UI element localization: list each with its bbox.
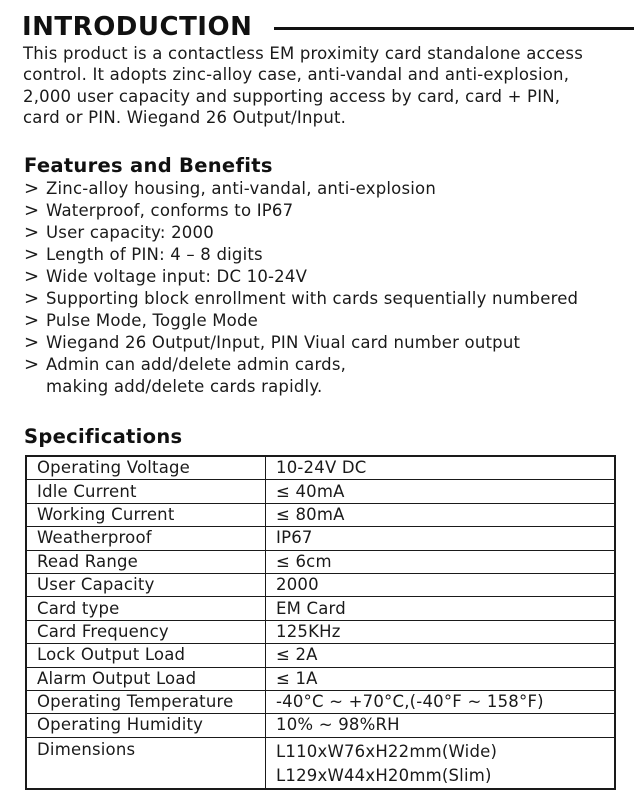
feature-text: User capacity: 2000 <box>46 223 214 242</box>
feature-item <box>24 332 634 354</box>
intro-line: 2,000 user capacity and supporting access by card, card + PIN, <box>23 86 561 106</box>
spec-value: EM Card <box>266 597 616 620</box>
spec-value: ≤ 1A <box>266 667 616 690</box>
spec-value <box>266 737 616 789</box>
spec-label: Dimensions <box>26 737 266 789</box>
table-row <box>26 620 615 643</box>
chevron-right-icon: > <box>24 288 40 309</box>
spec-label: Read Range <box>26 550 266 573</box>
spec-value-line: L110xW76xH22mm(Wide) <box>276 741 498 761</box>
spec-value: 2000 <box>266 573 616 596</box>
spec-label: Card type <box>26 597 266 620</box>
spec-value: 10% ~ 98%RH <box>266 714 616 737</box>
spec-value: -40°C ~ +70°C,(-40°F ~ 158°F) <box>266 690 616 713</box>
feature-text: Length of PIN: 4 – 8 digits <box>46 245 263 264</box>
intro-line: card or PIN. Wiegand 26 Output/Input. <box>23 107 347 127</box>
feature-item <box>24 222 634 244</box>
spec-value: IP67 <box>266 527 616 550</box>
table-row <box>26 480 615 503</box>
chevron-right-icon: > <box>24 266 40 287</box>
feature-text: Waterproof, conforms to IP67 <box>46 201 294 220</box>
spec-value-line: L129xW44xH20mm(Slim) <box>276 765 492 785</box>
spec-value: 125KHz <box>266 620 616 643</box>
features-list <box>24 178 634 398</box>
spec-label: Idle Current <box>26 480 266 503</box>
feature-item <box>24 178 634 200</box>
table-row <box>26 503 615 526</box>
title-rule <box>274 27 634 30</box>
spec-label: Alarm Output Load <box>26 667 266 690</box>
feature-text: Pulse Mode, Toggle Mode <box>46 311 258 330</box>
spec-label: Operating Humidity <box>26 714 266 737</box>
feature-text: Admin can add/delete admin cards, <box>46 355 347 374</box>
feature-item <box>24 266 634 288</box>
chevron-right-icon: > <box>24 244 40 265</box>
table-row <box>26 597 615 620</box>
spec-label: Card Frequency <box>26 620 266 643</box>
feature-item <box>24 200 634 222</box>
spec-label: User Capacity <box>26 573 266 596</box>
table-row <box>26 456 615 480</box>
spec-label: Operating Temperature <box>26 690 266 713</box>
intro-title: INTRODUCTION <box>22 12 253 42</box>
feature-text: Zinc-alloy housing, anti-vandal, anti-explosion <box>46 179 436 198</box>
chevron-right-icon: > <box>24 310 40 331</box>
spec-value: ≤ 2A <box>266 644 616 667</box>
spec-value: ≤ 80mA <box>266 503 616 526</box>
feature-text: Wiegand 26 Output/Input, PIN Viual card number output <box>46 333 521 352</box>
spec-label: Working Current <box>26 503 266 526</box>
spec-value: ≤ 40mA <box>266 480 616 503</box>
table-row <box>26 667 615 690</box>
feature-item <box>24 288 634 310</box>
spec-label: Operating Voltage <box>26 456 266 480</box>
features-heading: Features and Benefits <box>24 154 273 177</box>
chevron-right-icon: > <box>24 200 40 221</box>
feature-item <box>24 244 634 266</box>
intro-paragraph <box>23 43 633 128</box>
spec-value: ≤ 6cm <box>266 550 616 573</box>
chevron-right-icon: > <box>24 354 40 375</box>
table-row <box>26 690 615 713</box>
table-row <box>26 550 615 573</box>
table-row <box>26 714 615 737</box>
feature-text: making add/delete cards rapidly. <box>46 377 323 396</box>
feature-text: Supporting block enrollment with cards sequentially numbered <box>46 289 579 308</box>
feature-item <box>24 310 634 332</box>
feature-item <box>24 354 634 398</box>
table-row <box>26 737 615 789</box>
specs-table <box>25 455 616 790</box>
specs-heading: Specifications <box>24 425 183 448</box>
table-row <box>26 573 615 596</box>
table-row <box>26 644 615 667</box>
table-row <box>26 527 615 550</box>
spec-label: Weatherproof <box>26 527 266 550</box>
chevron-right-icon: > <box>24 222 40 243</box>
chevron-right-icon: > <box>24 178 40 199</box>
intro-line: This product is a contactless EM proximity card standalone access <box>23 44 583 63</box>
spec-value: 10-24V DC <box>266 456 616 480</box>
spec-label: Lock Output Load <box>26 644 266 667</box>
feature-text: Wide voltage input: DC 10-24V <box>46 267 308 286</box>
intro-line: control. It adopts zinc-alloy case, anti-vandal and anti-explosion, <box>23 65 570 85</box>
chevron-right-icon: > <box>24 332 40 353</box>
